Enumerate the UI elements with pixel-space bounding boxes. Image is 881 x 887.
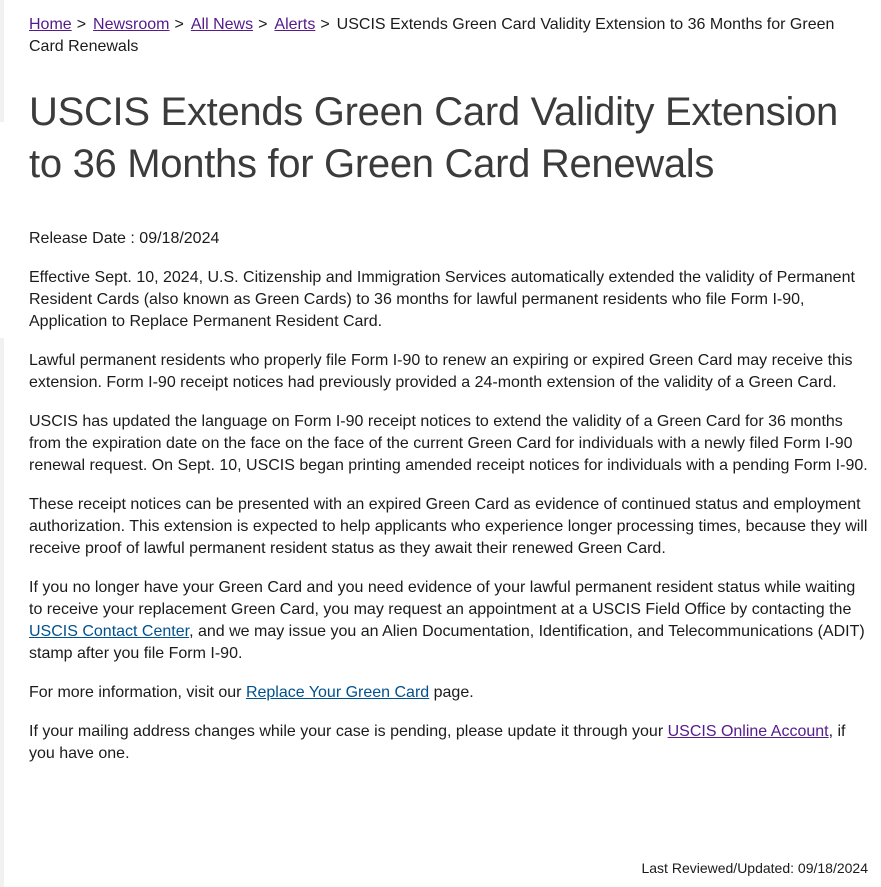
release-date-label: Release Date :	[29, 230, 135, 247]
release-date	[29, 228, 871, 250]
paragraph-6	[29, 682, 871, 704]
left-border-bottom	[0, 338, 4, 887]
uscis-contact-center-link[interactable]: USCIS Contact Center	[29, 623, 190, 640]
last-reviewed-date: 09/18/2024	[797, 860, 868, 876]
paragraph-7	[29, 721, 871, 765]
breadcrumb-all-news-link[interactable]: All News	[190, 16, 254, 33]
paragraph-5-text-after: , and we may issue you an Alien Documentation, Identification, and Telecommunications (ADIT) stamp after you file Form I-90.	[29, 623, 865, 662]
breadcrumb-current: USCIS Extends Green Card Validity Extension to 36 Months for Green Card Renewals	[29, 16, 835, 55]
breadcrumb-separator: >	[174, 16, 184, 33]
paragraph-7-text-before: If your mailing address changes while your case is pending, please update it through your	[29, 723, 668, 740]
paragraph-2: Lawful permanent residents who properly file Form I-90 to renew an expiring or expired Green Card may receive this extension. Form I-90 receipt notices had previously provided a 24-month extension of the validity of a Green Card.	[29, 352, 853, 391]
last-reviewed	[641, 858, 868, 878]
replace-green-card-link[interactable]: Replace Your Green Card	[245, 684, 430, 701]
breadcrumb-alerts-link[interactable]: Alerts	[274, 16, 316, 33]
article	[29, 14, 871, 765]
left-border-top	[0, 0, 4, 122]
last-reviewed-label: Last Reviewed/Updated:	[641, 860, 795, 876]
paragraph-4: These receipt notices can be presented with an expired Green Card as evidence of continued status and employment authorization. This extension is expected to help applicants who experience longer processing times, because they will receive proof of lawful permanent resident status as they await their renewed Green Card.	[29, 496, 868, 557]
paragraph-6-text-before: For more information, visit our	[29, 684, 246, 701]
page-title: USCIS Extends Green Card Validity Extension to 36 Months for Green Card Renewals	[29, 90, 838, 186]
paragraph-6-text-after: page.	[429, 684, 474, 701]
paragraph-7-text-after: , if you have one.	[29, 723, 846, 762]
breadcrumb-newsroom-link[interactable]: Newsroom	[93, 16, 170, 33]
paragraph-3: USCIS has updated the language on Form I-90 receipt notices to extend the validity of a Green Card for 36 months from the expiration date on the face on the face of the current Green Card for individuals with a newly filed Form I-90 renewal request. On Sept. 10, USCIS began printing amended receipt notices for individuals with a pending Form I-90.	[29, 413, 868, 474]
uscis-online-account-link[interactable]: USCIS Online Account	[667, 723, 829, 740]
paragraph-5	[29, 577, 871, 665]
breadcrumb-separator: >	[258, 16, 268, 33]
paragraph-5-text-before: If you no longer have your Green Card and you need evidence of your lawful permanent resident status while waiting to receive your replacement Green Card, you may request an appointment at a USCIS Field Office by contacting the	[29, 579, 856, 618]
breadcrumb	[29, 14, 871, 58]
breadcrumb-home-link[interactable]: Home	[29, 16, 72, 33]
paragraph-1: Effective Sept. 10, 2024, U.S. Citizenship and Immigration Services automatically extended the validity of Permanent Resident Cards (also known as Green Cards) to 36 months for lawful permanent residents who file Form I-90, Application to Replace Permanent Resident Card.	[29, 269, 855, 330]
breadcrumb-separator: >	[76, 16, 87, 33]
release-date-value: 09/18/2024	[139, 230, 220, 247]
breadcrumb-separator: >	[320, 16, 330, 33]
